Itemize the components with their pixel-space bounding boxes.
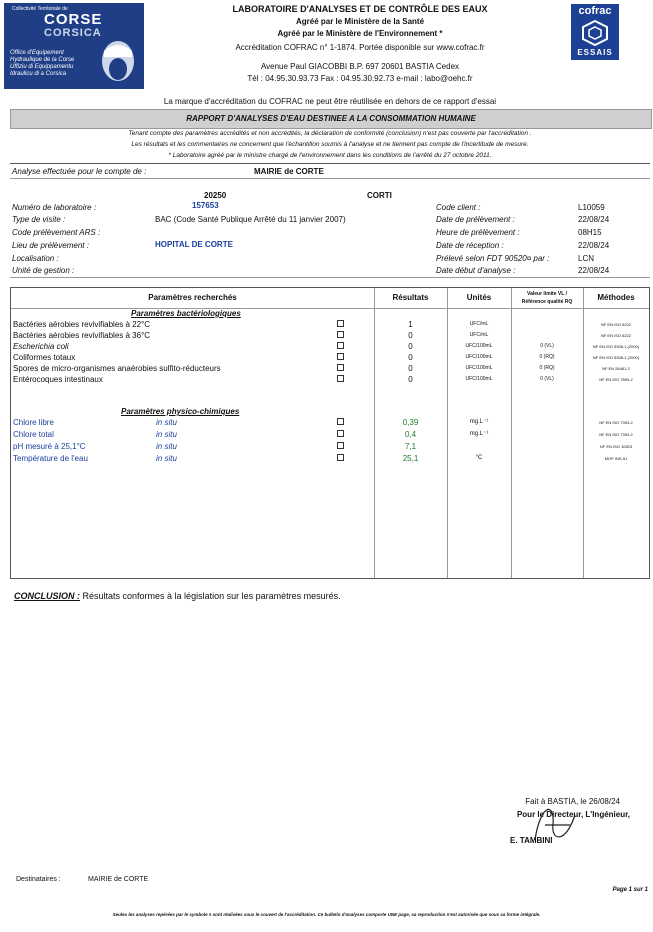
measure-mode: in situ bbox=[156, 442, 177, 451]
result-value: 1 bbox=[408, 320, 413, 329]
report-banner: RAPPORT D'ANALYSES D'EAU DESTINEE A LA CONSOMMATION HUMAINE bbox=[10, 109, 652, 129]
unit-value: mg.L⁻¹ bbox=[469, 419, 489, 425]
table-row bbox=[11, 441, 649, 452]
checkbox-icon bbox=[337, 418, 344, 425]
result-value: 0 bbox=[408, 353, 413, 362]
cofrac-logo-text: cofrac bbox=[578, 5, 612, 17]
param-name: Température de l'eau bbox=[13, 454, 88, 463]
method-value: NF EN ISO 6222 bbox=[600, 322, 631, 327]
table-row bbox=[11, 417, 649, 428]
result-value: 0,39 bbox=[402, 418, 419, 427]
table-row bbox=[11, 341, 649, 352]
table-row bbox=[11, 374, 649, 385]
logo-left-sub1: Office d'Equipement bbox=[10, 50, 64, 56]
measure-mode: in situ bbox=[156, 430, 177, 439]
accredited-marker-icon bbox=[337, 319, 344, 330]
result-value: 0 bbox=[408, 375, 413, 384]
client-code-label: Code client : bbox=[436, 203, 481, 212]
param-name: Coliformes totaux bbox=[13, 353, 76, 362]
checkbox-icon bbox=[337, 331, 344, 338]
param-name: Chlore libre bbox=[13, 418, 54, 427]
checkbox-icon bbox=[337, 430, 344, 437]
accredited-marker-icon bbox=[337, 341, 344, 352]
account-label: Analyse effectuée pour le compte de : bbox=[12, 167, 147, 176]
sampled-by-label: Prélevé selon FDT 90520¤ par : bbox=[436, 254, 550, 263]
logo-left-top-text: Collectivité Territoriale de bbox=[12, 6, 68, 12]
unit-value: mg.L⁻¹ bbox=[469, 431, 489, 437]
method-value: NF EN ISO 7899-2 bbox=[599, 377, 633, 382]
logo-left-small-text: CORSICA bbox=[44, 27, 102, 39]
divider bbox=[10, 163, 650, 164]
method-value: MOP INS-51 bbox=[604, 456, 628, 461]
header-limit-line2: Référence qualité RQ bbox=[521, 299, 573, 305]
moor-head-emblem-icon bbox=[92, 31, 140, 87]
logo-left-subtitles bbox=[10, 50, 74, 78]
sign-place-date: Fait à BASTIA, le 26/08/24 bbox=[525, 797, 620, 806]
conclusion-text: Résultats conformes à la législation sur les paramètres mesurés. bbox=[82, 591, 341, 601]
table-row bbox=[11, 453, 649, 464]
checkbox-icon bbox=[337, 320, 344, 327]
cofrac-notice: La marque d'accréditation du COFRAC ne peut être réutilisée en dehors de ce rapport d'essai bbox=[163, 97, 497, 106]
method-value: NF EN ISO 9308-1 (2000) bbox=[592, 344, 640, 349]
divider bbox=[10, 277, 650, 278]
result-value: 0 bbox=[408, 364, 413, 373]
param-name: Spores de micro-organismes anaérobies sulfito-réducteurs bbox=[13, 364, 221, 373]
method-value: NF EN ISO 6222 bbox=[600, 333, 631, 338]
divider bbox=[10, 178, 650, 179]
cofrac-logo bbox=[571, 4, 619, 60]
result-value: 0 bbox=[408, 342, 413, 351]
lab-number-value: 157653 bbox=[192, 201, 219, 210]
method-value: NF EN 26461-2 bbox=[602, 366, 630, 371]
header-methods: Méthodes bbox=[597, 293, 635, 302]
unit-value: UFC/100mL bbox=[465, 376, 493, 382]
result-value: 7,1 bbox=[404, 442, 417, 451]
header-divider bbox=[11, 308, 649, 309]
result-value: 0 bbox=[408, 331, 413, 340]
limit-value: 0 (RQ) bbox=[539, 354, 555, 360]
city: CORTI bbox=[367, 191, 392, 200]
oehc-logo bbox=[4, 3, 144, 89]
postcode: 20250 bbox=[204, 191, 227, 200]
accreditation-line: Accréditation COFRAC n° 1-1874. Portée disponible sur www.cofrac.fr bbox=[235, 43, 485, 52]
limit-value: 0 (VL) bbox=[540, 343, 554, 349]
management-unit-label: Unité de gestion : bbox=[12, 266, 75, 275]
param-name: Bactéries aérobies revivifiables à 36°C bbox=[13, 331, 151, 340]
contact-line: Tél : 04.95.30.93.73 Fax : 04.95.30.92.73 e-mail : labo@oehc.fr bbox=[247, 74, 473, 83]
results-table bbox=[10, 287, 650, 579]
limit-value: 0 (VL) bbox=[540, 376, 554, 382]
table-row bbox=[11, 319, 649, 330]
sign-name: E. TAMBINI bbox=[510, 836, 553, 845]
logo-left-sub2: Hydraulique de la Corse bbox=[10, 57, 75, 63]
sign-role: Pour le Directeur, L'Ingénieur, bbox=[516, 810, 630, 819]
logo-left-big-text: CORSE bbox=[44, 11, 103, 28]
sampling-time-value: 08H15 bbox=[578, 228, 602, 237]
header-params: Paramètres recherchés bbox=[148, 293, 237, 302]
sampling-time-label: Heure de prélèvement : bbox=[436, 228, 520, 237]
param-name: pH mesuré à 25,1°C bbox=[13, 442, 86, 451]
visit-type-value: BAC (Code Santé Publique Arrêté du 11 janvier 2007) bbox=[155, 215, 346, 224]
param-name: Escherichia coli bbox=[13, 342, 69, 351]
visit-type-label: Type de visite : bbox=[12, 215, 66, 224]
result-value: 0,4 bbox=[404, 430, 417, 439]
ars-code-label: Code prélèvement ARS : bbox=[12, 228, 101, 237]
accredited-marker-icon bbox=[337, 330, 344, 341]
sampled-by-value: LCN bbox=[578, 254, 595, 263]
analysis-start-value: 22/08/24 bbox=[578, 266, 610, 275]
reception-date-value: 22/08/24 bbox=[578, 241, 610, 250]
param-name: Entérocoques intestinaux bbox=[13, 375, 103, 384]
param-name: Chlore total bbox=[13, 430, 54, 439]
bact-section-title: Paramètres bactériologiques bbox=[131, 309, 241, 318]
sampling-date-label: Date de prélèvement : bbox=[436, 215, 515, 224]
unit-value: UFC/100mL bbox=[465, 354, 493, 360]
checkbox-icon bbox=[337, 454, 344, 461]
account-value: MAIRIE de CORTE bbox=[254, 167, 324, 176]
table-row bbox=[11, 429, 649, 440]
measure-mode: in situ bbox=[156, 418, 177, 427]
accredited-marker-icon bbox=[337, 363, 344, 374]
lab-title: LABORATOIRE D'ANALYSES ET DE CONTRÔLE DES EAUX bbox=[232, 4, 488, 14]
method-value: NF EN ISO 9308-1 (2000) bbox=[592, 355, 640, 360]
unit-value: UFC/mL bbox=[469, 321, 489, 327]
accredited-marker-icon bbox=[337, 441, 344, 452]
disclaimer-2: Les résultats et les commentaires ne concernent que l'échantillon soumis à l'analyse et ne tiennent pas compte de l'incertitude de mesure. bbox=[131, 141, 529, 148]
lab-number-label: Numéro de laboratoire : bbox=[12, 203, 97, 212]
recipients-label: Destinataires : bbox=[16, 876, 61, 883]
accredited-marker-icon bbox=[337, 417, 344, 428]
handwritten-signature bbox=[525, 795, 585, 850]
limit-value: 0 (RQ) bbox=[539, 365, 555, 371]
address-line: Avenue Paul GIACOBBI B.P. 697 20601 BASTIA Cedex bbox=[260, 62, 460, 71]
header-limit bbox=[511, 290, 583, 306]
checkbox-icon bbox=[337, 353, 344, 360]
sampling-date-value: 22/08/24 bbox=[578, 215, 610, 224]
agreement-health: Agréé par le Ministère de la Santé bbox=[295, 17, 425, 26]
logo-left-sub4: Idraulicu di a Corsica bbox=[10, 71, 67, 77]
disclaimer-1: Tenant compte des paramètres accrédités et non accrédités, la déclaration de conformité (conclusion) n'est pas couverte par l'accréditation . bbox=[128, 130, 532, 137]
param-name: Bactéries aérobies revivifiables à 22°C bbox=[13, 320, 151, 329]
unit-value: UFC/mL bbox=[469, 332, 489, 338]
measure-mode: in situ bbox=[156, 454, 177, 463]
header-units: Unités bbox=[466, 293, 492, 302]
table-row bbox=[11, 363, 649, 374]
unit-value: UFC/100mL bbox=[465, 343, 493, 349]
sampling-place-label: Lieu de prélèvement : bbox=[12, 241, 89, 250]
unit-value: UFC/100mL bbox=[465, 365, 493, 371]
method-value: NF EN ISO 7393-2 bbox=[599, 420, 633, 425]
header-results: Résultats bbox=[392, 293, 429, 302]
unit-value: °C bbox=[475, 455, 483, 461]
table-row bbox=[11, 330, 649, 341]
table-row bbox=[11, 352, 649, 363]
accredited-marker-icon bbox=[337, 374, 344, 385]
cofrac-essais-text: ESSAIS bbox=[577, 48, 613, 57]
cofrac-hexagon-icon bbox=[579, 19, 611, 47]
phys-section-title: Paramètres physico-chimiques bbox=[121, 407, 240, 416]
accredited-marker-icon bbox=[337, 453, 344, 464]
page-number: Page 1 sur 1 bbox=[612, 887, 648, 893]
method-value: NF EN ISO 7393-2 bbox=[599, 432, 633, 437]
reception-date-label: Date de réception : bbox=[436, 241, 504, 250]
conclusion-label: CONCLUSION : bbox=[14, 591, 80, 601]
disclaimer-3: * Laboratoire agréé par le ministre chargé de l'environnement dans les conditions de l'arrêté du 27 octobre 2011. bbox=[168, 152, 492, 159]
location-label: Localisation : bbox=[12, 254, 59, 263]
recipients-value: MAIRIE de CORTE bbox=[88, 876, 149, 883]
conclusion bbox=[14, 591, 341, 601]
accredited-marker-icon bbox=[337, 352, 344, 363]
checkbox-icon bbox=[337, 442, 344, 449]
accredited-marker-icon bbox=[337, 429, 344, 440]
checkbox-icon bbox=[337, 375, 344, 382]
method-value: NF EN ISO 10523 bbox=[599, 444, 633, 449]
checkbox-icon bbox=[337, 364, 344, 371]
result-value: 25,1 bbox=[402, 454, 419, 463]
checkbox-icon bbox=[337, 342, 344, 349]
logo-left-sub3: Uffiziu di Equippamentu bbox=[10, 64, 74, 70]
header-limit-line1: Valeur limite VL / bbox=[527, 291, 567, 297]
sampling-place-value: HOPITAL DE CORTE bbox=[155, 240, 233, 249]
client-code-value: L10059 bbox=[578, 203, 605, 212]
footer-note: Seules les analyses repérées par le symbole ¤ sont réalisées sous le couvert de l'accréditation. Ce bulletin d'analyses comporte UNE page, sa reproduction n'est autorisée que sous sa forme intégrale. bbox=[112, 912, 541, 917]
analysis-start-label: Date début d'analyse : bbox=[436, 266, 516, 275]
agreement-environment: Agréé par le Ministère de l'Environnement * bbox=[277, 29, 443, 38]
